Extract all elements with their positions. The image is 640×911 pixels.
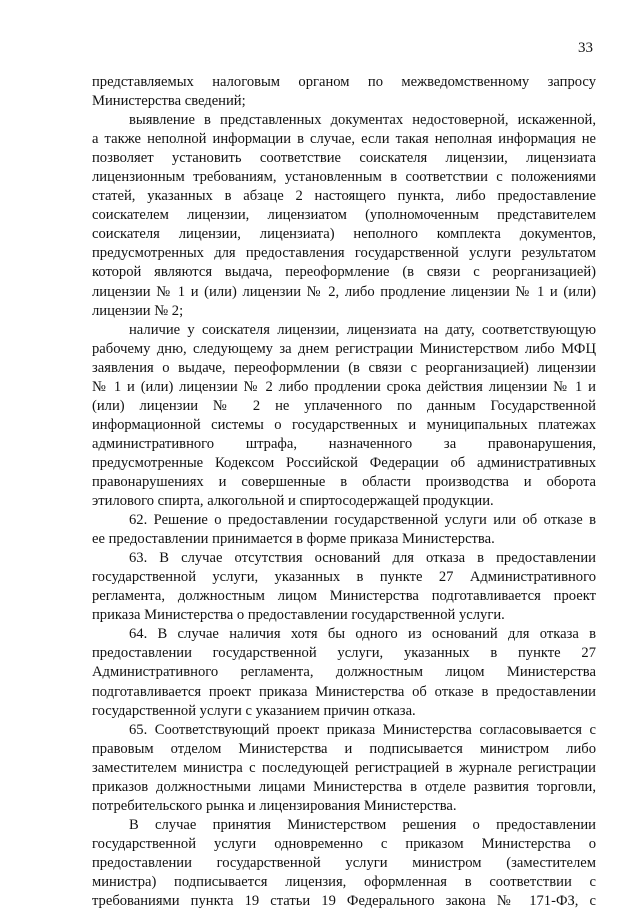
- text-line: требованиями пункта 19 статьи 19 Федерального закона № 171-ФЗ, с: [92, 893, 596, 910]
- text-line: административного штрафа, назначенного за правонарушения,: [92, 435, 596, 452]
- text-line: лицензии № 1 и (или) лицензии № 2, либо продление лицензии № 1 и (или): [92, 283, 596, 300]
- text-line: заявления о выдаче, переоформлении (в связи с реорганизацией) лицензии: [92, 359, 596, 376]
- text-line: статей, указанных в абзаце 2 настоящего пункта, либо предоставление: [92, 188, 596, 205]
- text-line: Административного регламента, должностным лицом Министерства: [92, 664, 596, 681]
- text-line: правонарушениях и совершенные в области производства и оборота: [92, 473, 596, 490]
- text-line: рабочему дню, следующему за днем регистрации Министерством либо МФЦ: [92, 340, 596, 357]
- page-number: 33: [578, 40, 593, 56]
- text-line: 63. В случае отсутствия оснований для отказа в предоставлении: [129, 550, 596, 567]
- text-line: 64. В случае наличия хотя бы одного из оснований для отказа в: [129, 626, 596, 643]
- text-line: предоставлении государственной услуги министром (заместителем: [92, 854, 596, 871]
- text-line: В случае принятия Министерством решения о предоставлении: [129, 816, 596, 833]
- document-body: [92, 73, 596, 911]
- text-line: предусмотренные Кодексом Российской Федерации об административных: [92, 454, 596, 471]
- text-line: лицензии № 2;: [92, 302, 184, 319]
- text-line: выявление в представленных документах недостоверной, искаженной,: [129, 112, 596, 129]
- text-line: предусмотренных для предоставления государственной услуги результатом: [92, 245, 596, 262]
- text-line: соискателем лицензии, лицензиатом (уполномоченным представителем: [92, 207, 596, 224]
- text-line: подготавливается проект приказа Министерства об отказе в предоставлении: [92, 683, 596, 700]
- text-line: приказа Министерства о предоставлении государственной услуги.: [92, 607, 505, 624]
- text-line: предоставлении государственной услуги, указанных в пункте 27: [92, 645, 596, 662]
- text-line: (или) лицензии № 2 не уплаченного по данным Государственной: [92, 397, 596, 414]
- text-line: государственной услуги с указанием причин отказа.: [92, 702, 416, 719]
- text-line: информационной системы о государственных и муниципальных платежах: [92, 416, 596, 433]
- text-line: представляемых налоговым органом по межведомственному запросу: [92, 74, 596, 90]
- text-line: которой являются выдача, переоформление (в связи с реорганизацией): [92, 264, 596, 281]
- text-line: 65. Соответствующий проект приказа Министерства согласовывается с: [129, 721, 596, 738]
- text-line: министра) подписывается лицензия, оформленная в соответствии с: [92, 873, 596, 890]
- text-line: ее предоставлении принимается в форме приказа Министерства.: [92, 531, 495, 548]
- text-line: позволяет установить соответствие соискателя лицензии, лицензиата: [92, 150, 596, 167]
- text-line: 62. Решение о предоставлении государственной услуги или об отказе в: [129, 512, 596, 529]
- text-line: приказов должностными лицами Министерства в отделе развития торговли,: [92, 778, 596, 795]
- text-line: лицензионным требованиям, установленным в соответствии с положениями: [92, 169, 596, 186]
- text-line: государственной услуги, указанных в пункте 27 Административного: [92, 569, 596, 586]
- text-line: наличие у соискателя лицензии, лицензиата на дату, соответствующую: [129, 321, 596, 338]
- text-line: государственной услуги одновременно с приказом Министерства о: [92, 835, 596, 852]
- text-line: регламента, должностным лицом Министерства подготавливается проект: [92, 588, 596, 605]
- text-line: соискателя лицензии, лицензиата) неполного комплекта документов,: [92, 226, 596, 243]
- text-line: этилового спирта, алкогольной и спиртосодержащей продукции.: [92, 493, 494, 510]
- text-line: № 1 и (или) лицензии № 2 либо продлении срока действия лицензии № 1 и: [92, 378, 596, 395]
- text-line: заместителем министра с последующей регистрацией в журнале регистрации: [92, 759, 596, 776]
- text-line: потребительского рынка и лицензирования Министерства.: [92, 797, 457, 814]
- text-line: Министерства сведений;: [92, 93, 246, 110]
- text-line: правовым отделом Министерства и подписывается министром либо: [92, 740, 596, 757]
- text-line: а также неполной информации в случае, если такая неполная информация не: [92, 131, 596, 148]
